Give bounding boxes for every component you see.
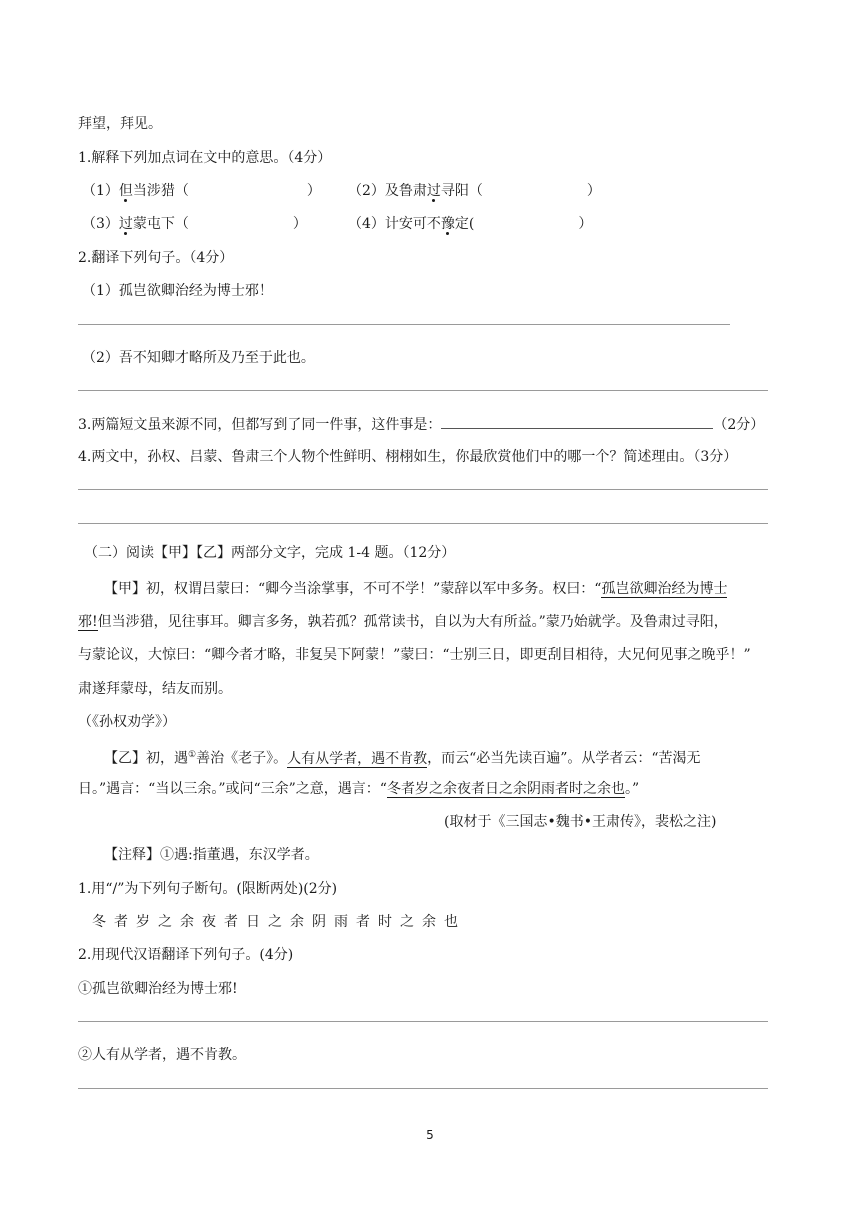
yi-source: (取材于《三国志•魏书•王肃传》，裴松之注) [444,814,717,830]
s2-q1-title: 1.用“/”为下列句子断句。(限断两处)(2分) [78,881,338,897]
s2-q1-sentence: 冬者岁之余夜者日之余阴雨者时之余也 [92,914,466,930]
q2-sentence-2: （2）吾不知卿才略所及乃至于此也。 [82,350,315,366]
intro-tail: 拜望，拜见。 [78,116,162,132]
jia-line-3: 与蒙论议，大惊曰：“卿今者才略，非复吴下阿蒙！”蒙曰：“士别三日，即更刮目相待，大兄何见事之晚乎！” [78,647,751,663]
q4-text: 4.两文中，孙权、吕蒙、鲁肃三个人物个性鲜明、栩栩如生，你最欣赏他们中的哪一个？简述理由。（3分） [78,449,738,465]
q2-title: 2.翻译下列句子。（4分） [78,250,234,266]
yi-line-1: 【乙】初，遇①善治《老子》。人有从学者，遇不肯教，而云“必当先读百遍”。从学者云：“苦渴无 [104,750,701,767]
s2-q2-title: 2.用现代汉语翻译下列句子。(4分) [78,947,294,963]
q3-answer-blank [441,414,713,429]
jia-line-2: 邪!但当涉猎，见往事耳。卿言多务，孰若孤？孤常读书，自以为大有所益。”蒙乃始就学。及鲁肃过寻阳， [78,614,728,630]
s2-q2-sentence-2: ②人有从学者，遇不肯教。 [78,1047,246,1063]
jia-line-4: 肃遂拜蒙母，结友而别。 [78,681,232,697]
answer-line [78,1021,768,1022]
answer-line [78,1088,768,1089]
q1-item-2: （2）及鲁肃过寻阳（ ） [348,183,601,199]
jia-line-1: 【甲】初，权谓吕蒙曰：“卿今当涂掌事，不可不学！”蒙辞以军中多务。权曰：“孤岂欲卿治经为博士 [104,581,728,597]
answer-line [78,390,768,391]
answer-line [78,523,768,524]
section2-heading: （二）阅读【甲】【乙】两部分文字，完成 1-4 题。（12分） [84,545,456,561]
q2-sentence-1: （1）孤岂欲卿治经为博士邪！ [82,283,273,299]
page-number: 5 [426,1128,434,1142]
s2-q2-sentence-1: ①孤岂欲卿治经为博士邪! [78,981,238,997]
note: 【注释】①遇:指董遇，东汉学者。 [104,847,319,863]
q1-item-4: （4）计安可不豫定( ） [348,216,593,232]
yi-line-2: 日。”遇言：“当以三余。”或问“三余”之意，遇言：“冬者岁之余夜者日之余阴雨者时之余也。” [78,781,640,797]
answer-line [78,324,730,325]
q1-item-1: （1）但当涉猎（ ） [82,183,321,199]
q1-title: 1.解释下列加点词在文中的意思。（4分） [78,150,332,166]
jia-source: （《孙权劝学》） [78,714,176,730]
answer-line [78,489,768,490]
q3-text: 3.两篇短文虽来源不同，但都写到了同一件事，这件事是： （2分） [78,414,764,435]
q1-item-3: （3）过蒙屯下（ ） [82,216,307,232]
